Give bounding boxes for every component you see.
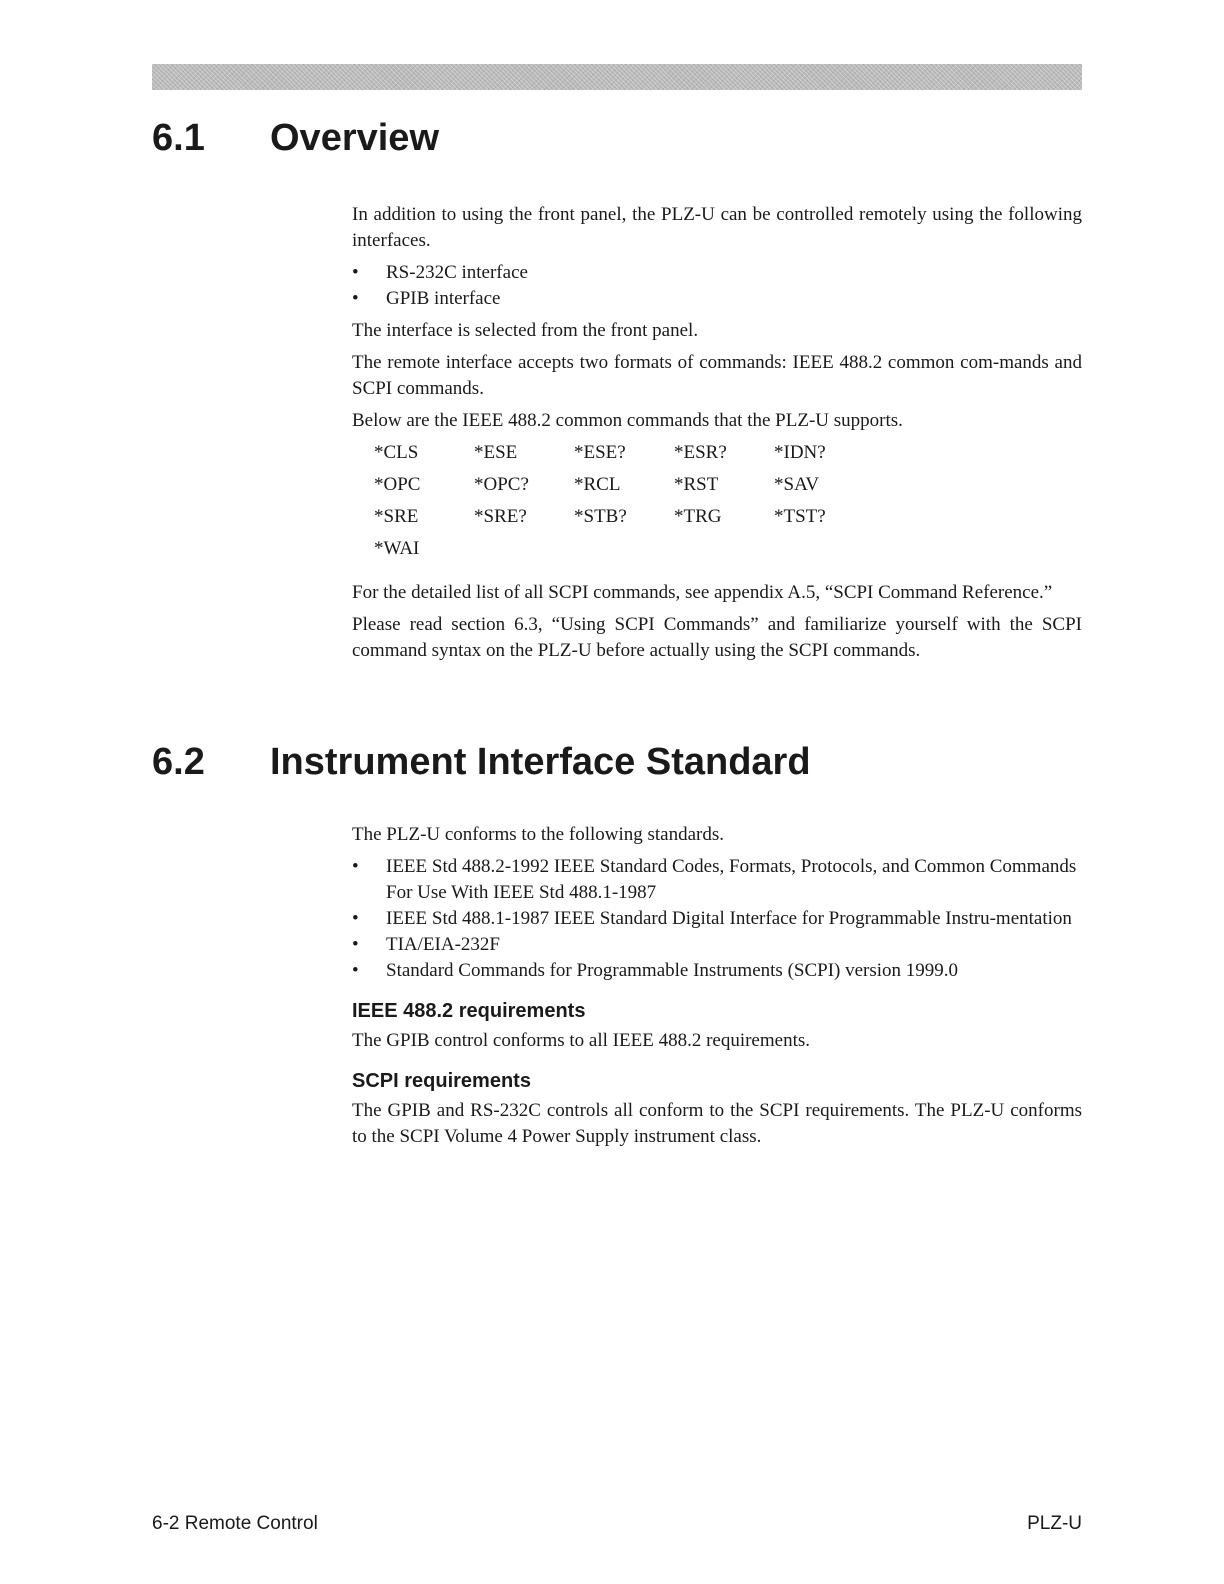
list-item: • IEEE Std 488.1-1987 IEEE Standard Digital Interface for Programmable Instru-mentation [352, 906, 1082, 932]
table-cell: *WAI [374, 538, 420, 559]
table-cell [474, 536, 574, 568]
table-cell: *RST [674, 474, 719, 495]
table-row [374, 536, 874, 568]
table-cell [574, 536, 674, 568]
table-cell: *SAV [774, 474, 820, 495]
table-row [374, 504, 874, 536]
overview-body [352, 202, 1082, 670]
table-cell: *STB? [574, 506, 627, 527]
scpi-requirements-heading: SCPI requirements [352, 1070, 531, 1092]
section-title: Overview [270, 117, 439, 159]
section-number: 6.1 [152, 117, 205, 159]
bullet-icon: • [352, 908, 359, 929]
section-title: Instrument Interface Standard [270, 741, 811, 783]
table-cell: *SRE? [474, 506, 527, 527]
table-cell: *OPC [374, 474, 421, 495]
bullet-icon: • [352, 960, 359, 981]
table-cell: *ESE? [574, 442, 626, 463]
bullet-icon: • [352, 856, 359, 877]
standards-intro: The PLZ-U conforms to the following standards. [352, 824, 725, 845]
ieee-requirements-text: The GPIB control conforms to all IEEE 488.2 requirements. [352, 1030, 811, 1051]
table-cell: *ESR? [674, 442, 727, 463]
bullet-icon: • [352, 934, 359, 955]
list-item: • GPIB interface [352, 286, 1082, 312]
table-cell: *CLS [374, 442, 419, 463]
table-row [374, 440, 874, 472]
ieee-requirements-heading: IEEE 488.2 requirements [352, 1000, 586, 1022]
footer-product-name: PLZ-U [1027, 1513, 1082, 1534]
table-cell: *OPC? [474, 474, 529, 495]
header-bar [152, 64, 1082, 90]
scpi-reference-note: For the detailed list of all SCPI commands, see appendix A.5, “SCPI Command Reference.” [352, 582, 1053, 603]
table-cell [774, 536, 874, 568]
selection-note: The interface is selected from the front panel. [352, 320, 699, 341]
section-heading-overview [152, 116, 439, 160]
table-cell: *IDN? [774, 442, 826, 463]
table-cell: *SRE [374, 506, 419, 527]
overview-intro: In addition to using the front panel, the PLZ-U can be controlled remotely using the following interfaces. [352, 204, 1082, 251]
table-cell: *ESE [474, 442, 518, 463]
bullet-icon: • [352, 288, 359, 309]
table-cell [674, 536, 774, 568]
section-heading-interface-standard [152, 740, 811, 784]
table-row [374, 472, 874, 504]
interface-standard-body [352, 822, 1082, 1156]
table-cell: *TRG [674, 506, 722, 527]
standards-list [352, 854, 1082, 984]
section-number: 6.2 [152, 741, 205, 783]
list-item: • Standard Commands for Programmable Instruments (SCPI) version 1999.0 [352, 958, 1082, 984]
table-cell: *TST? [774, 506, 826, 527]
bullet-icon: • [352, 262, 359, 283]
scpi-requirements-text: The GPIB and RS-232C controls all conform to the SCPI requirements. The PLZ-U conforms to the SCPI Volume 4 Power Supply instrument class. [352, 1100, 1082, 1147]
table-cell: *RCL [574, 474, 621, 495]
common-commands-table [374, 440, 874, 568]
scpi-read-note: Please read section 6.3, “Using SCPI Commands” and familiarize yourself with the SCPI command syntax on the PLZ-U before actually using the SCPI commands. [352, 614, 1082, 661]
interface-list [352, 260, 1082, 312]
common-commands-intro: Below are the IEEE 488.2 common commands that the PLZ-U supports. [352, 410, 903, 431]
list-item: • IEEE Std 488.2-1992 IEEE Standard Codes, Formats, Protocols, and Common Commands For Use With IEEE Std 488.1-1987 [352, 856, 1077, 903]
list-item: • TIA/EIA-232F [352, 932, 1082, 958]
footer-page-label: 6-2 Remote Control [152, 1513, 318, 1534]
list-item: • RS-232C interface [352, 260, 1082, 286]
formats-note: The remote interface accepts two formats of commands: IEEE 488.2 common com-mands and SCPI commands. [352, 352, 1082, 399]
